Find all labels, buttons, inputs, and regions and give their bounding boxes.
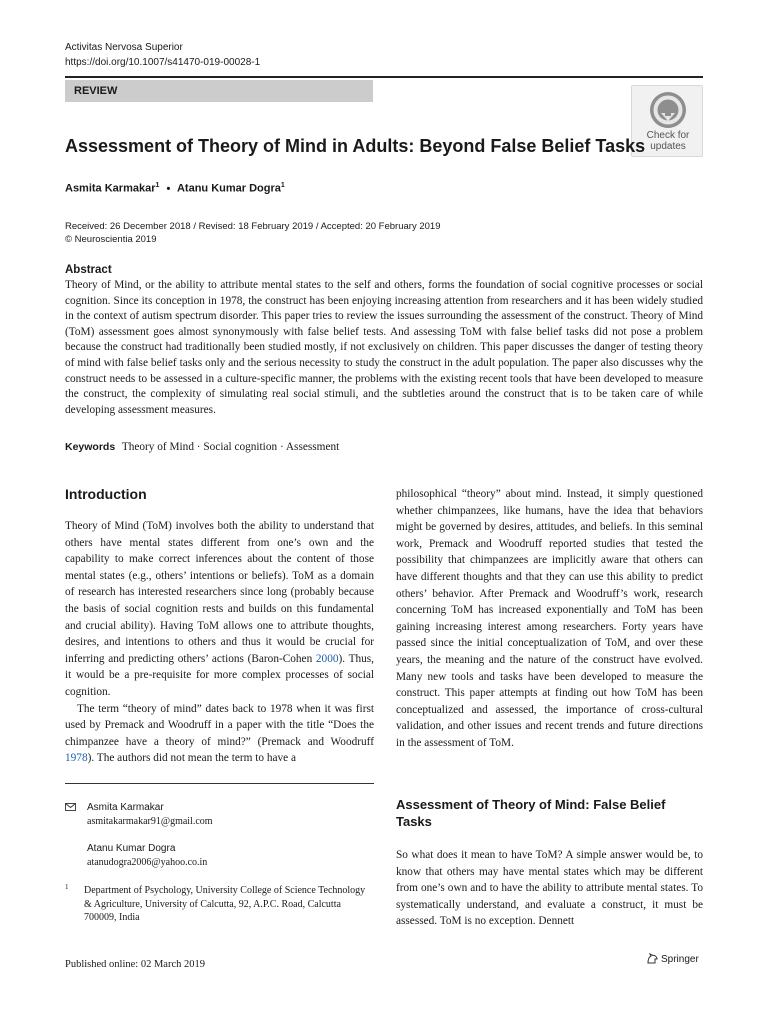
author-affil-mark: 1 [155,182,160,189]
paragraph: Theory of Mind (ToM) involves both the ability to understand that others have mental states different from one’s own and the capability to make correct inferences about the content of those mental states (e.g., others’ intentions or beliefs). ToM as a domain of research has interested researchers since long (probably because the basis of social cognition rests and builds on this fundamental and crucial ability). Having ToM allows one to attribute thoughts, desires, and intentions to others and thus it would be crucial for inferring and predicting others’ actions (Baron-Cohen 2000). Thus, it would be a pre-requisite for more complex processes of social cognition. [65,520,374,698]
paragraph: philosophical “theory” about mind. Instead, it simply questioned whether chimpanzees, like humans, have the idea that behaviors might be governed by desires, attitudes, and beliefs. In this seminal work, Premack and Woodruff reported studies that tested the possibility that chimpanzees are implicitly aware that others can have different thoughts and that they can use this ability to predict others’ behavior. After Premack and Woodruff’s work, research concerning ToM has increased exponentially and ToM has been gaining increasing interest among researchers. Forty years have passed since the initial conceptualization of ToM, and over these years, the meaning and the nature of the construct have evolved. Many new tools and tasks have been developed to measure the construct. This paper attempts at finding out how ToM has been conceptualized and assessed, the importance of cross-cultural validation, and other issues and recent trends and future directions in the assessment of ToM. [396,488,703,749]
check-badge-text: Check for updates [646,130,690,152]
springer-horse-icon [646,952,659,965]
correspondent-name: Asmita Karmakar [87,802,164,813]
doi-link[interactable]: https://doi.org/10.1007/s41470-019-00028-1 [65,57,261,68]
envelope-icon [65,802,76,816]
affiliation-text: Department of Psychology, University College of Science Technology & Agriculture, University of Calcutta, 92, A.P.C. Road, Calcutta 700009, India [84,885,366,923]
body-column-left [65,518,374,767]
copyright: © Neuroscientia 2019 [65,234,157,245]
footnote-rule [65,783,374,784]
journal-name: Activitas Nervosa Superior [65,42,183,53]
section-heading: Assessment of Theory of Mind: False Belief Tasks [396,797,666,829]
published-date: Published online: 02 March 2019 [65,959,205,970]
abstract-heading: Abstract [65,264,112,276]
keywords-label: Keywords [65,441,116,453]
affiliation-number: 1 [65,883,69,891]
correspondent-email[interactable]: atanudogra2006@yahoo.co.in [87,856,208,868]
author-affil-mark: 1 [280,182,285,189]
author-list [65,178,285,197]
keywords-text: Theory of Mind · Social cognition · Assessment [121,441,340,453]
body-column-right [396,486,703,752]
introduction-heading: Introduction [65,486,147,502]
author-separator: • [166,182,171,195]
publisher-logo [646,952,699,967]
crossmark-icon [648,90,688,130]
correspondent-email[interactable]: asmitakarmakar91@gmail.com [87,815,213,827]
author-name[interactable]: Atanu Kumar Dogra [176,182,281,195]
abstract-text: Theory of Mind, or the ability to attribute mental states to the self and others, forms the foundation of social cognitive processes or social cognition. Since its conception in 1978, the construct has been enjoying increasing attention from researchers and it has been widely studied in the context of autism spectrum disorder. This paper tries to review the issues surrounding the assessment of the construct. Theory of Mind (ToM) assessment goes almost synonymously with false belief tests. And assessing ToM with false belief tasks did not pose a problem because the construct had traditionally been studied mostly, if not exclusively on children. This paper discusses the danger of testing theory of mind with false belief tasks only and the serious necessity to study the construct in the adult population. The paper also discusses why the construct needs to be assessed in a culture-specific manner, the problems with the existing recent tools that have been developed to measure the construct, the complexity of simulating real social stimuli, and the subtleties around the construct that is to be taken care of while developing assessment measures. [65,279,703,416]
journal-header [65,40,260,70]
affiliation [65,884,374,925]
paragraph: The term “theory of mind” dates back to 1978 when it was first used by Premack and Woodruff in a paper with the title “Does the chimpanzee have a theory of mind?” (Premack and Woodruff 1978). The authors did not mean the term to have a [65,702,374,765]
publisher-name: Springer [661,954,699,965]
paragraph: So what does it mean to have ToM? A simple answer would be, to know that others may have mental states which may be different from one’s own and to have the ability to attribute mental states. To systematically understand, and evaluate a construct, it must be assessed. ToM is no exception. Dennett [396,849,703,928]
history-dates: Received: 26 December 2018 / Revised: 18 February 2019 / Accepted: 20 February 2019 [65,221,441,232]
citation-link[interactable]: 1978 [65,752,88,765]
section-label: REVIEW [65,80,373,102]
correspondence-block [65,801,374,869]
body-column-right-lower [396,847,703,930]
keywords [65,440,339,455]
author-name[interactable]: Asmita Karmakar [65,182,156,195]
correspondent-name: Atanu Kumar Dogra [87,843,176,854]
header-rule [65,76,703,78]
citation-link[interactable]: 2000 [315,652,339,665]
article-title: Assessment of Theory of Mind in Adults: Beyond False Belief Tasks [65,136,646,156]
